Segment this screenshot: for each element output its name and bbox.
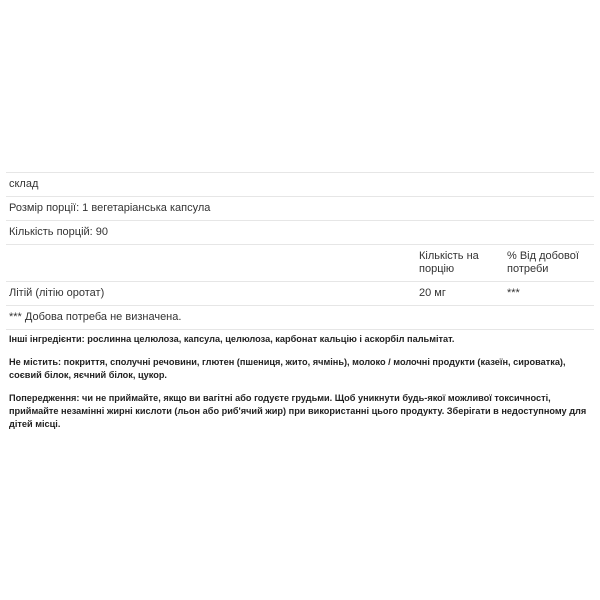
nutrient-amount: 20 мг (419, 287, 446, 299)
product-notes (9, 333, 594, 441)
amount-header: Кількість на порцію (419, 250, 479, 275)
footnote: *** Добова потреба не визначена. (9, 311, 182, 323)
footnote-row (6, 305, 594, 330)
serving-size: Розмір порції: 1 вегетаріанська капсула (9, 202, 211, 214)
dv-header: % Від добової потреби (507, 250, 579, 275)
table-title: склад (9, 178, 39, 190)
table-row (6, 281, 594, 305)
servings-row (6, 220, 594, 244)
serving-size-row (6, 196, 594, 220)
supplement-facts-table (6, 172, 594, 330)
table-title-row (6, 172, 594, 196)
servings-per-container: Кількість порцій: 90 (9, 226, 109, 238)
nutrient-dv: *** (507, 287, 520, 299)
other-ingredients: Інші інгредієнти: рослинна целюлоза, капсула, целюлоза, карбонат кальцію і аскорбіл пальмітат. (9, 334, 455, 344)
free-of: Не містить: покриття, сполучні речовини, глютен (пшениця, жито, ячмінь), молоко / молочні продукти (казеїн, сироватка), соєвий білок, яєчний білок, цукор. (9, 357, 566, 380)
nutrient-name: Літій (літію оротат) (9, 287, 105, 299)
warning: Попередження: чи не приймайте, якщо ви вагітні або годуєте грудьми. Щоб уникнути будь-якої можливої токсичності, приймайте незамінні жирні кислоти (льон або риб'ячий жир) при використанні цього продукту. Зберігати в недоступному для дітей місці. (9, 393, 587, 429)
header-row (6, 244, 594, 281)
